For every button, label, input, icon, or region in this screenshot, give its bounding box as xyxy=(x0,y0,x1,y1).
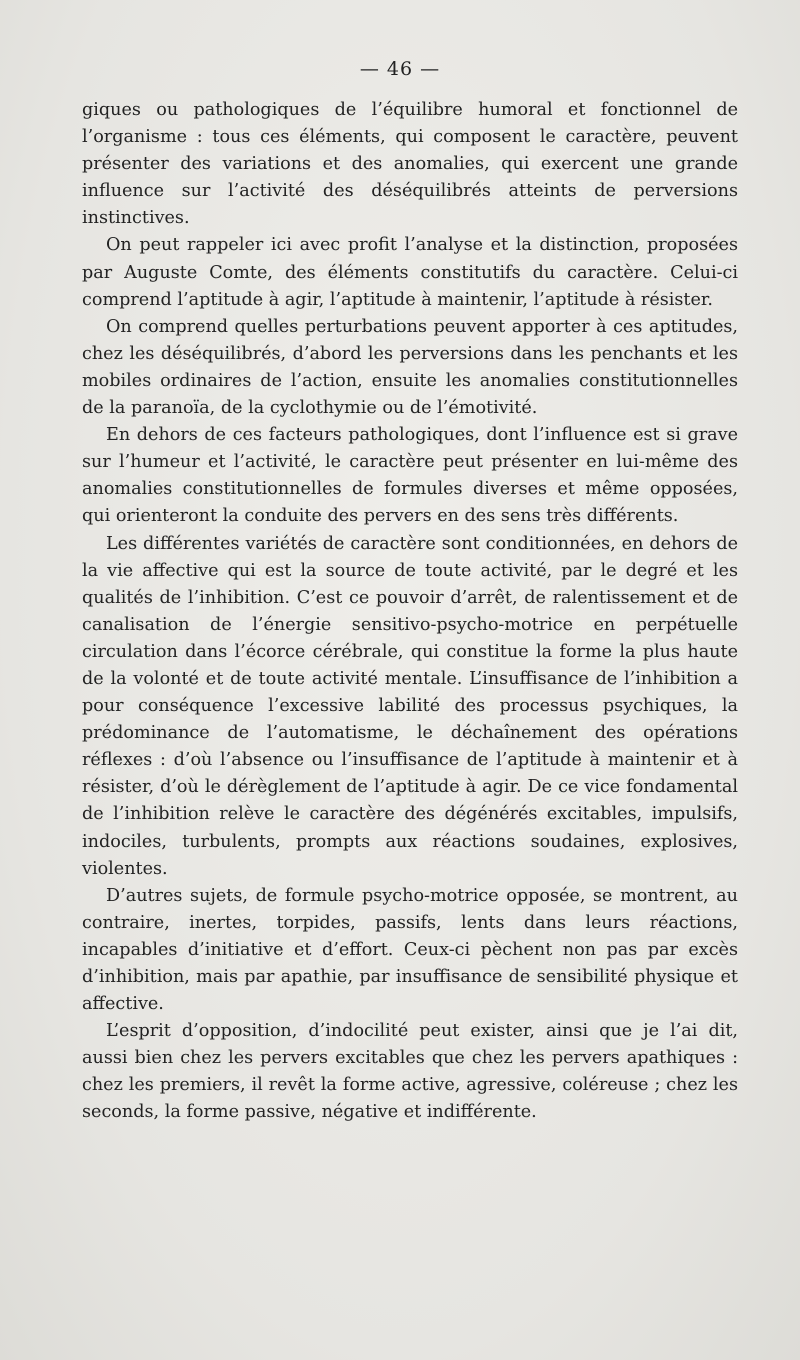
paragraph: En dehors de ces facteurs pathologiques, dont l’influence est si grave sur l’humeur et l’activité, le caractère peut présenter en lui-même des anomalies constitutionnelles de formules diverses et même opposées, qui orienteront la conduite des pervers en des sens très différents. xyxy=(82,425,738,527)
paragraph: On comprend quelles perturbations peuvent apporter à ces aptitudes, chez les déséquilibrés, d’abord les perversions dans les penchants et les mobiles ordinaires de l’action, ensuite les anomalies constitutionnelles de la paranoïa, de la cyclothymie ou de l’émotivité. xyxy=(82,316,738,419)
paragraph: L’esprit d’opposition, d’indocilité peut exister, ainsi que je l’ai dit, aussi bien chez les pervers excitables que chez les pervers apathiques : chez les premiers, il revêt la forme active, agressive, coléreuse ; chez les seconds, la forme passive, négative et indifférente. xyxy=(82,1021,738,1123)
paragraph: D’autres sujets, de formule psycho-motrice opposée, se montrent, au contraire, inertes, torpides, passifs, lents dans leurs réactions, incapables d’initiative et d’effort. Ceux-ci pèchent non pas par excès d’inhibition, mais par apathie, par insuffisance de sensibilité physique et affective. xyxy=(82,885,738,1015)
body-text xyxy=(82,97,738,1127)
paragraph: On peut rappeler ici avec profit l’analyse et la distinction, proposées par Auguste Comte, des éléments constitutifs du caractère. Celui-ci comprend l’aptitude à agir, l’aptitude à maintenir, l’aptitude à résister. xyxy=(82,235,738,310)
paragraph: Les différentes variétés de caractère sont conditionnées, en dehors de la vie affective qui est la source de toute activité, par le degré et les qualités de l’inhibition. C’est ce pouvoir d’arrêt, de ralentissement et de canalisation de l’énergie sensitivo-psycho-motrice en perpétuelle circulation dans l’écorce cérébrale, qui constitue la forme la plus haute de la volonté et de toute activité mentale. L’insuffisance de l’inhibition a pour conséquence l’excessive labilité des processus psychiques, la prédominance de l’automatisme, le déchaînement des opérations réflexes : d’où l’absence ou l’insuffisance de l’aptitude à maintenir et à résister, d’où le dérèglement de l’aptitude à agir. De ce vice fondamental de l’inhibition relève le caractère des dégénérés excitables, impulsifs, indociles, turbulents, prompts aux réactions soudaines, explosives, violentes. xyxy=(82,533,738,879)
page-number: — 46 — xyxy=(359,58,441,80)
paragraph: giques ou pathologiques de l’équilibre humoral et fonctionnel de l’organisme : tous ces éléments, qui composent le caractère, peuvent présenter des variations et des anomalies, qui exercent une grande influence sur l’activité des déséquilibrés atteints de perversions instinctives. xyxy=(82,100,738,229)
